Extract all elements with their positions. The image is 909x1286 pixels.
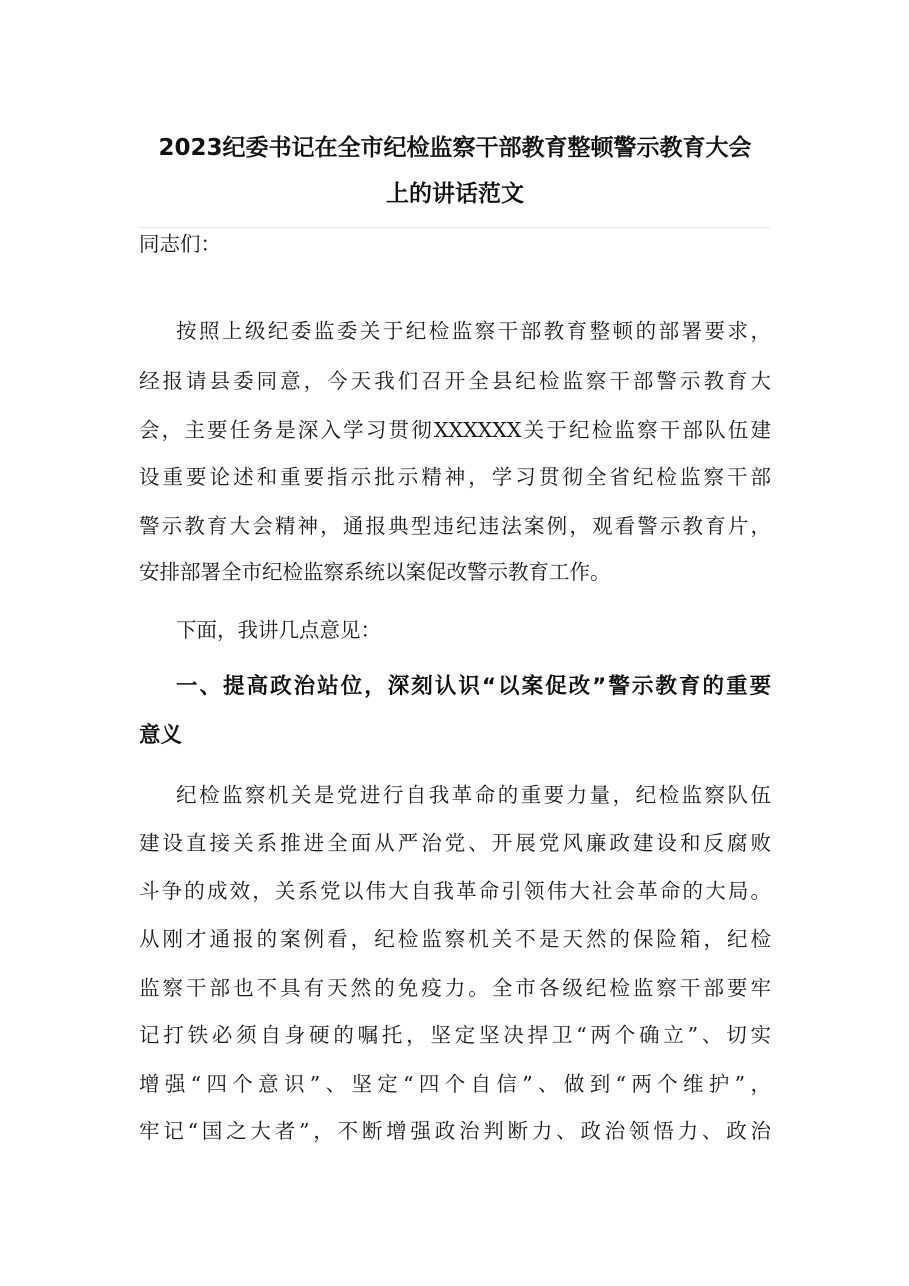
section-heading-1-line-2: 意义 xyxy=(139,723,183,748)
paragraph-3-line-6: 记打铁必须自身硬的嘱托，坚定坚决捍卫“两个确立”、切实 xyxy=(139,1023,771,1047)
paragraph-1-line-3: 会，主要任务是深入学习贯彻XXXXXX关于纪检监察干部队伍建 xyxy=(139,418,771,442)
section-heading-1-line-1: 一、提高政治站位，深刻认识“以案促改”警示教育的重要 xyxy=(176,674,771,699)
paragraph-3-line-5: 监察干部也不具有天然的免疫力。全市各级纪检监察干部要牢 xyxy=(139,976,771,1000)
document-title-line-2: 上的讲话范文 xyxy=(386,181,524,207)
paragraph-3-line-7: 增强“四个意识”、坚定“四个自信”、做到“两个维护”， xyxy=(139,1072,771,1096)
document-title-line-1: 2023纪委书记在全市纪检监察干部教育整顿警示教育大会 xyxy=(158,135,752,161)
paragraph-1-line-6: 安排部署全市纪检监察系统以案促改警示教育工作。 xyxy=(139,560,611,584)
paragraph-3-line-1: 纪检监察机关是党进行自我革命的重要力量，纪检监察队伍 xyxy=(176,783,771,807)
paragraph-3-line-3: 斗争的成效，关系党以伟大自我革命引领伟大社会革命的大局。 xyxy=(139,879,771,903)
paragraph-3-line-4: 从刚才通报的案例看，纪检监察机关不是天然的保险箱，纪检 xyxy=(139,927,771,951)
paragraph-3-line-8: 牢记“国之大者”，不断增强政治判断力、政治领悟力、政治 xyxy=(139,1119,771,1143)
salutation: 同志们： xyxy=(139,232,221,256)
paragraph-1-line-2: 经报请县委同意，今天我们召开全县纪检监察干部警示教育大 xyxy=(139,369,771,393)
paragraph-1-line-4: 设重要论述和重要指示批示精神，学习贯彻全省纪检监察干部 xyxy=(139,465,771,489)
paragraph-2: 下面，我讲几点意见： xyxy=(176,618,381,642)
paragraph-3-line-2: 建设直接关系推进全面从严治党、开展党风廉政建设和反腐败 xyxy=(139,831,771,855)
paragraph-1-line-1: 按照上级纪委监委关于纪检监察干部教育整顿的部署要求， xyxy=(176,319,771,343)
paragraph-1-line-5: 警示教育大会精神，通报典型违纪违法案例，观看警示教育片， xyxy=(139,514,771,538)
title-divider xyxy=(139,227,771,228)
